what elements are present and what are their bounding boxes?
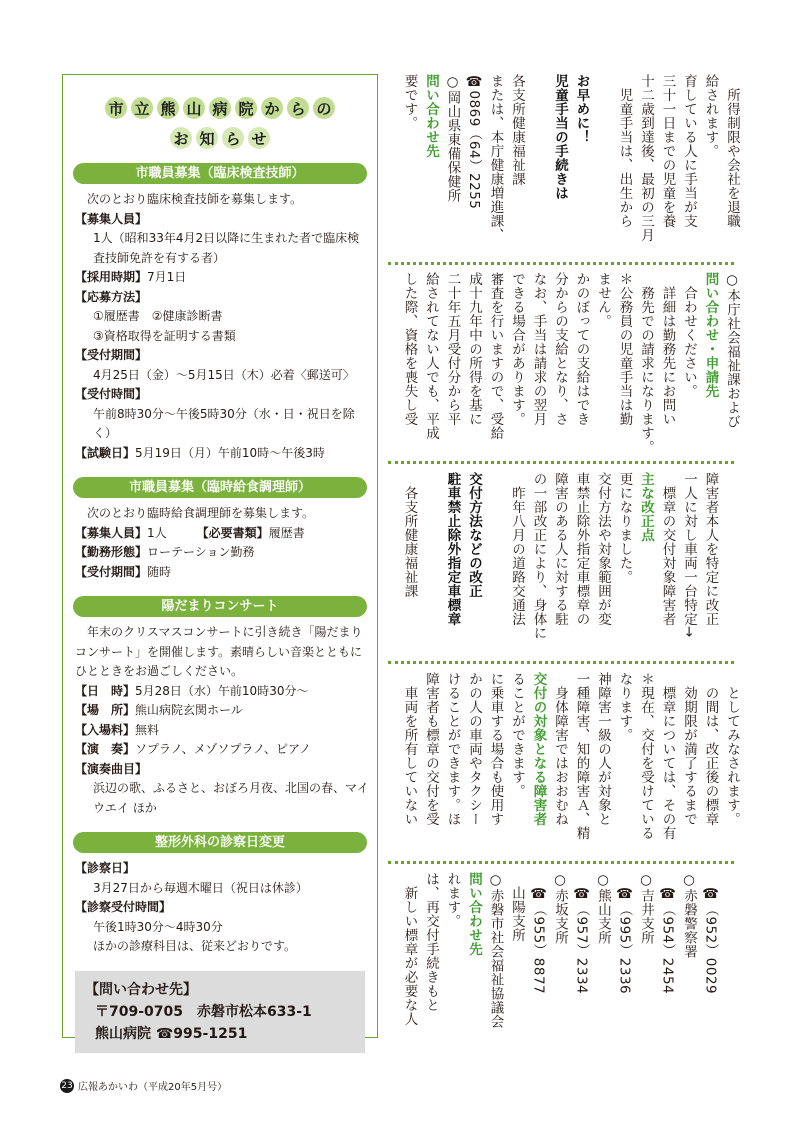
parking-permit-section: 障害者本人を特定に改正 一人に対し車両一台特定→ 標章の交付対象障害者 主な改正点 更になりました。 交付方法や対象範囲が変 車禁止除外指定車標章の 障害のある人に対する駐 の一部改正により、身体に 昨年八月の道路交通法 交付方法などの改正 駐車禁止除外指定車標章 各支所健康福祉課 (401, 472, 719, 640)
title-char: 市 (105, 97, 127, 119)
title-char: 病 (209, 97, 231, 119)
title-char: ら (222, 127, 244, 149)
title-char: 山 (183, 97, 205, 119)
child-allowance-heading-2: お早めに！ (573, 74, 590, 144)
publication-name: 広報あかいわ（平成20年5月号） (78, 1082, 228, 1093)
section-band-orthopedics: 整形外科の診察日変更 (73, 832, 367, 853)
dotted-divider (388, 861, 734, 864)
dotted-divider (388, 661, 734, 664)
orthopedics-body: 【診察日】 3月27日から毎週木曜日（祝日は休診） 【診察受付時間】 午後1時30分～4時30分 ほかの診療科目は、従来どおりです。 (75, 861, 308, 953)
cook-body: 次のとおり臨時給食調理師を募集します。 【募集人員】1人 【必要書類】履歴書 【勤務形態】ローテーション勤務 【受付期間】随時 (75, 506, 315, 579)
section-band-lab-tech: 市職員募集（臨床検査技師） (73, 163, 367, 184)
title-char: ら (287, 97, 309, 119)
page-footer (60, 1078, 227, 1093)
title-char: 立 (131, 97, 153, 119)
section-band-cook: 市職員募集（臨時給食調理師） (73, 477, 367, 498)
allowance-continued: ○本庁社会福祉課および 問い合わせ・申請先 合わせください。 詳細は勤務先にお問い 務先での請求になります。 ＊公務員の児童手当は勤 ません。 かのぼっての支給はでき 分からの支給となり、さ なお、手当は請求の翌月 できる場合があります。 審査を行いますので、受給 成十九年中の所得を基に 二十年五月受付分から平 給されてない人でも、平成 した際、資格を喪失し受 (401, 272, 740, 454)
title-char: 院 (235, 97, 257, 119)
title-char: か (261, 97, 283, 119)
title-char: せ (248, 127, 270, 149)
notice-title (63, 97, 377, 149)
title-char: お (170, 127, 192, 149)
page-number: 23 (61, 1080, 73, 1091)
title-char: 知 (196, 127, 218, 149)
contact-list-section: ☎（952）0029 ○赤磐警察署 ☎（954）2454 ○吉井支所 ☎（995）2336 ○熊山支所 ☎（957）2334 ○赤坂支所 ☎（955）8877 山陽支所 ○赤磐市社会福祉協議会 問い合わせ先 れます。 は、再交付手続きもと 新しい標章が必要な人 (401, 872, 719, 1029)
eligibility-section: としてみなされます。 の間は、改正後の標章 効期限が満了するまで 標章については、その有 ＊現在、交付を受けている なります。 神障害一級の人が対象と 一種障害、知的障害Ａ、精 身体障害ではおおむね 交付の対象となる障害者 ることができます。 に乗車する場合も使用す かの人の車両やタクシー けることができます。ほ 障害者も標章の交付を受 車両を所有していない (401, 672, 740, 840)
section-band-concert: 陽だまりコンサート (73, 596, 367, 617)
hospital-contact: 【問い合わせ先】 〒709-0705 赤磐市松本633-1 熊山病院 ☎995-1251 (75, 971, 365, 1053)
child-allowance-heading-1: 児童手当の手続きは (552, 74, 568, 200)
hospital-notice-box (62, 74, 378, 1042)
child-allowance-section: 所得制限や会社を退職 給されます。 育している人に手当が支 三十一日までの児童を養 十二歳到達後、最初の三月 児童手当は、出生から お早めに！ 児童手当の手続きは 各支所健康福祉課 または、本庁健康増進課、 ☎0869（64）2255 ○岡山県東備保健所 問い合わせ先 要です。 (401, 74, 740, 242)
concert-body: 年末のクリスマスコンサートに引き続き「陽だまりコンサート」を開催します。素晴らしい音楽とともにひとときをお過ごしください。 【日 時】5月28日（水）午前10時30分～ 【場 所】熊山病院玄関ホール 【入場料】無料 【演 奏】ソプラノ、メゾソプラノ、ピアノ 【演奏曲目】 浜辺の歌、ふるさと、おぼろ月夜、北国の春、マイウエイ ほか (75, 625, 369, 815)
dotted-divider (388, 461, 734, 464)
title-char: の (313, 97, 335, 119)
title-char: 熊 (157, 97, 179, 119)
dotted-divider (388, 262, 734, 265)
lab-tech-body: 次のとおり臨床検査技師を募集します。 【募集人員】 1人（昭和33年4月2日以降に生まれた者で臨床検査技師免許を有する者） 【採用時期】7月1日 【応募方法】 ①履歴書 ②健康診断書 ③資格取得を証明する書類 【受付期間】 4月25日（金）～5月15日（木）必着〈郵送可〉 【受付時間】 午前8時30分～午後5時30分（水・日・祝日を除く） 【試験日】5月19日（月）午前10時～午後3時 (75, 192, 360, 460)
